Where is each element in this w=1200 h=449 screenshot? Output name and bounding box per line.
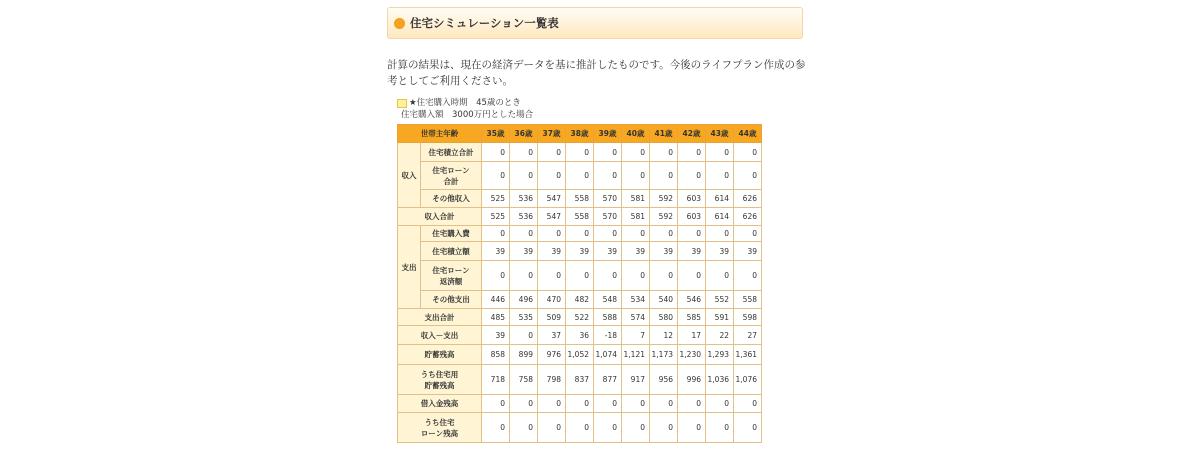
value-cell: 0 [566,143,594,162]
section-header [387,7,803,39]
age-header: 43歳 [706,125,734,143]
value-cell: 0 [734,261,762,291]
value-cell: 0 [678,395,706,413]
value-cell: 0 [734,395,762,413]
intro-text: 計算の結果は、現在の経済データを基に推計したものです。今後のライフプラン作成の参考としてご利用ください。 [387,59,806,87]
value-cell: 547 [538,190,566,208]
row-label-line: ローン残高 [420,428,459,438]
age-header: 40歳 [622,125,650,143]
head-label: 世帯主年齢 [398,125,482,143]
value-cell: 0 [510,162,538,190]
value-cell: 0 [510,326,538,345]
value-cell: 580 [650,309,678,326]
value-cell: 0 [706,162,734,190]
value-cell: 1,052 [566,345,594,365]
value-cell: 758 [510,365,538,395]
value-cell: 626 [734,190,762,208]
value-cell: 1,173 [650,345,678,365]
table-row [398,143,762,162]
row-label: 住宅積立合計 [421,143,482,162]
value-cell: 470 [538,291,566,309]
value-cell: 917 [622,365,650,395]
value-cell: 1,121 [622,345,650,365]
value-cell: 0 [734,162,762,190]
row-label [398,365,482,395]
value-cell: 540 [650,291,678,309]
section-title: 住宅シミュレーション一覧表 [410,16,559,30]
value-cell: 1,361 [734,345,762,365]
value-cell: 0 [566,261,594,291]
value-cell: 0 [538,261,566,291]
table-row [398,345,762,365]
value-cell: 996 [678,365,706,395]
value-cell: 0 [482,143,510,162]
value-cell: 0 [678,261,706,291]
value-cell: 1,076 [734,365,762,395]
value-cell: 0 [510,395,538,413]
value-cell: 536 [510,208,538,226]
row-label: 支出合計 [398,309,482,326]
value-cell: 614 [706,190,734,208]
row-label-line: 返済額 [439,276,463,286]
value-cell: 39 [622,242,650,261]
value-cell: 0 [622,395,650,413]
value-cell: 547 [538,208,566,226]
value-cell: 0 [650,395,678,413]
value-cell: 570 [594,190,622,208]
value-cell: 0 [566,395,594,413]
condition-line-1: ★住宅購入時期 45歳のとき [409,98,521,108]
value-cell: 0 [678,413,706,443]
age-header: 44歳 [734,125,762,143]
value-cell: 1,036 [706,365,734,395]
value-cell: 718 [482,365,510,395]
value-cell: 534 [622,291,650,309]
value-cell: 0 [734,226,762,242]
value-cell: 39 [706,242,734,261]
value-cell: 17 [678,326,706,345]
value-cell: 39 [650,242,678,261]
table-row [398,190,762,208]
value-cell: 581 [622,190,650,208]
value-cell: 0 [734,143,762,162]
value-cell: 0 [650,226,678,242]
table-row [398,226,762,242]
value-cell: 0 [706,143,734,162]
value-cell: 1,074 [594,345,622,365]
row-label: 収入合計 [398,208,482,226]
row-label [421,261,482,291]
value-cell: 0 [538,162,566,190]
table-row [398,395,762,413]
value-cell: 0 [510,226,538,242]
value-cell: 482 [566,291,594,309]
table-row [398,291,762,309]
value-cell: 0 [734,413,762,443]
value-cell: 0 [538,226,566,242]
value-cell: 0 [538,395,566,413]
value-cell: 603 [678,190,706,208]
value-cell: 0 [594,395,622,413]
value-cell: 1,293 [706,345,734,365]
value-cell: 485 [482,309,510,326]
age-header: 39歳 [594,125,622,143]
value-cell: 581 [622,208,650,226]
value-cell: 0 [482,413,510,443]
value-cell: 0 [594,143,622,162]
conditions [397,97,533,121]
value-cell: 899 [510,345,538,365]
row-label-line: 合計 [443,176,459,186]
value-cell: 598 [734,309,762,326]
value-cell: 0 [482,226,510,242]
value-cell: 0 [482,395,510,413]
table-row [398,326,762,345]
value-cell: 591 [706,309,734,326]
value-cell: 536 [510,190,538,208]
age-header: 38歳 [566,125,594,143]
value-cell: 0 [594,413,622,443]
value-cell: 39 [482,326,510,345]
row-label: 収入－支出 [398,326,482,345]
age-header: 41歳 [650,125,678,143]
value-cell: 0 [538,413,566,443]
row-label: 住宅購入費 [421,226,482,242]
value-cell: 12 [650,326,678,345]
value-cell: 0 [706,261,734,291]
value-cell: 0 [594,226,622,242]
value-cell: 558 [566,208,594,226]
value-cell: 588 [594,309,622,326]
expense-category: 支出 [398,226,421,309]
value-cell: 39 [510,242,538,261]
row-label-line: うち住宅 [424,417,455,427]
row-label-line: 貯蓄残高 [424,380,455,390]
row-label: 貯蓄残高 [398,345,482,365]
value-cell: 0 [594,162,622,190]
value-cell: 558 [566,190,594,208]
value-cell: 0 [622,261,650,291]
value-cell: 0 [510,261,538,291]
value-cell: 0 [650,143,678,162]
value-cell: 0 [510,143,538,162]
value-cell: 0 [650,162,678,190]
value-cell: 39 [538,242,566,261]
value-cell: 27 [734,326,762,345]
value-cell: 0 [706,226,734,242]
value-cell: 39 [734,242,762,261]
age-header: 36歳 [510,125,538,143]
value-cell: 37 [538,326,566,345]
value-cell: 22 [706,326,734,345]
value-cell: 548 [594,291,622,309]
row-label-line: 住宅ローン [432,265,470,275]
value-cell: 798 [538,365,566,395]
value-cell: 0 [566,162,594,190]
value-cell: -18 [594,326,622,345]
value-cell: 39 [678,242,706,261]
age-header: 42歳 [678,125,706,143]
value-cell: 0 [566,226,594,242]
row-label: 借入金残高 [398,395,482,413]
value-cell: 525 [482,190,510,208]
value-cell: 535 [510,309,538,326]
value-cell: 592 [650,190,678,208]
value-cell: 0 [482,261,510,291]
table-row [398,208,762,226]
value-cell: 39 [566,242,594,261]
row-label: その他収入 [421,190,482,208]
legend-square-icon [397,99,407,108]
value-cell: 585 [678,309,706,326]
value-cell: 858 [482,345,510,365]
table-row [398,309,762,326]
value-cell: 877 [594,365,622,395]
header-row [398,125,762,143]
value-cell: 552 [706,291,734,309]
age-header: 35歳 [482,125,510,143]
value-cell: 558 [734,291,762,309]
value-cell: 546 [678,291,706,309]
value-cell: 0 [650,413,678,443]
row-label: 住宅積立額 [421,242,482,261]
value-cell: 39 [594,242,622,261]
condition-line-2: 住宅購入額 3000万円とした場合 [401,110,534,120]
value-cell: 0 [622,162,650,190]
age-header: 37歳 [538,125,566,143]
value-cell: 522 [566,309,594,326]
value-cell: 509 [538,309,566,326]
value-cell: 0 [678,226,706,242]
value-cell: 446 [482,291,510,309]
table-row [398,413,762,443]
table-row [398,365,762,395]
row-label-line: うち住宅用 [420,369,459,379]
value-cell: 0 [650,261,678,291]
value-cell: 525 [482,208,510,226]
row-label [421,162,482,190]
value-cell: 0 [706,395,734,413]
value-cell: 0 [622,413,650,443]
value-cell: 0 [510,413,538,443]
value-cell: 0 [538,143,566,162]
value-cell: 496 [510,291,538,309]
table-row [398,261,762,291]
row-label [398,413,482,443]
value-cell: 626 [734,208,762,226]
value-cell: 956 [650,365,678,395]
value-cell: 0 [622,143,650,162]
value-cell: 592 [650,208,678,226]
value-cell: 976 [538,345,566,365]
value-cell: 0 [482,162,510,190]
simulation-table [397,124,762,443]
value-cell: 574 [622,309,650,326]
row-label: その他支出 [421,291,482,309]
value-cell: 7 [622,326,650,345]
income-category: 収入 [398,143,421,208]
value-cell: 570 [594,208,622,226]
value-cell: 0 [706,413,734,443]
value-cell: 0 [622,226,650,242]
value-cell: 1,230 [678,345,706,365]
value-cell: 614 [706,208,734,226]
circle-bullet-icon [394,18,405,29]
value-cell: 837 [566,365,594,395]
row-label-line: 住宅ローン [432,165,470,175]
value-cell: 0 [678,162,706,190]
table-row [398,242,762,261]
value-cell: 36 [566,326,594,345]
value-cell: 603 [678,208,706,226]
value-cell: 0 [678,143,706,162]
value-cell: 0 [566,413,594,443]
value-cell: 0 [594,261,622,291]
value-cell: 39 [482,242,510,261]
table-row [398,162,762,190]
